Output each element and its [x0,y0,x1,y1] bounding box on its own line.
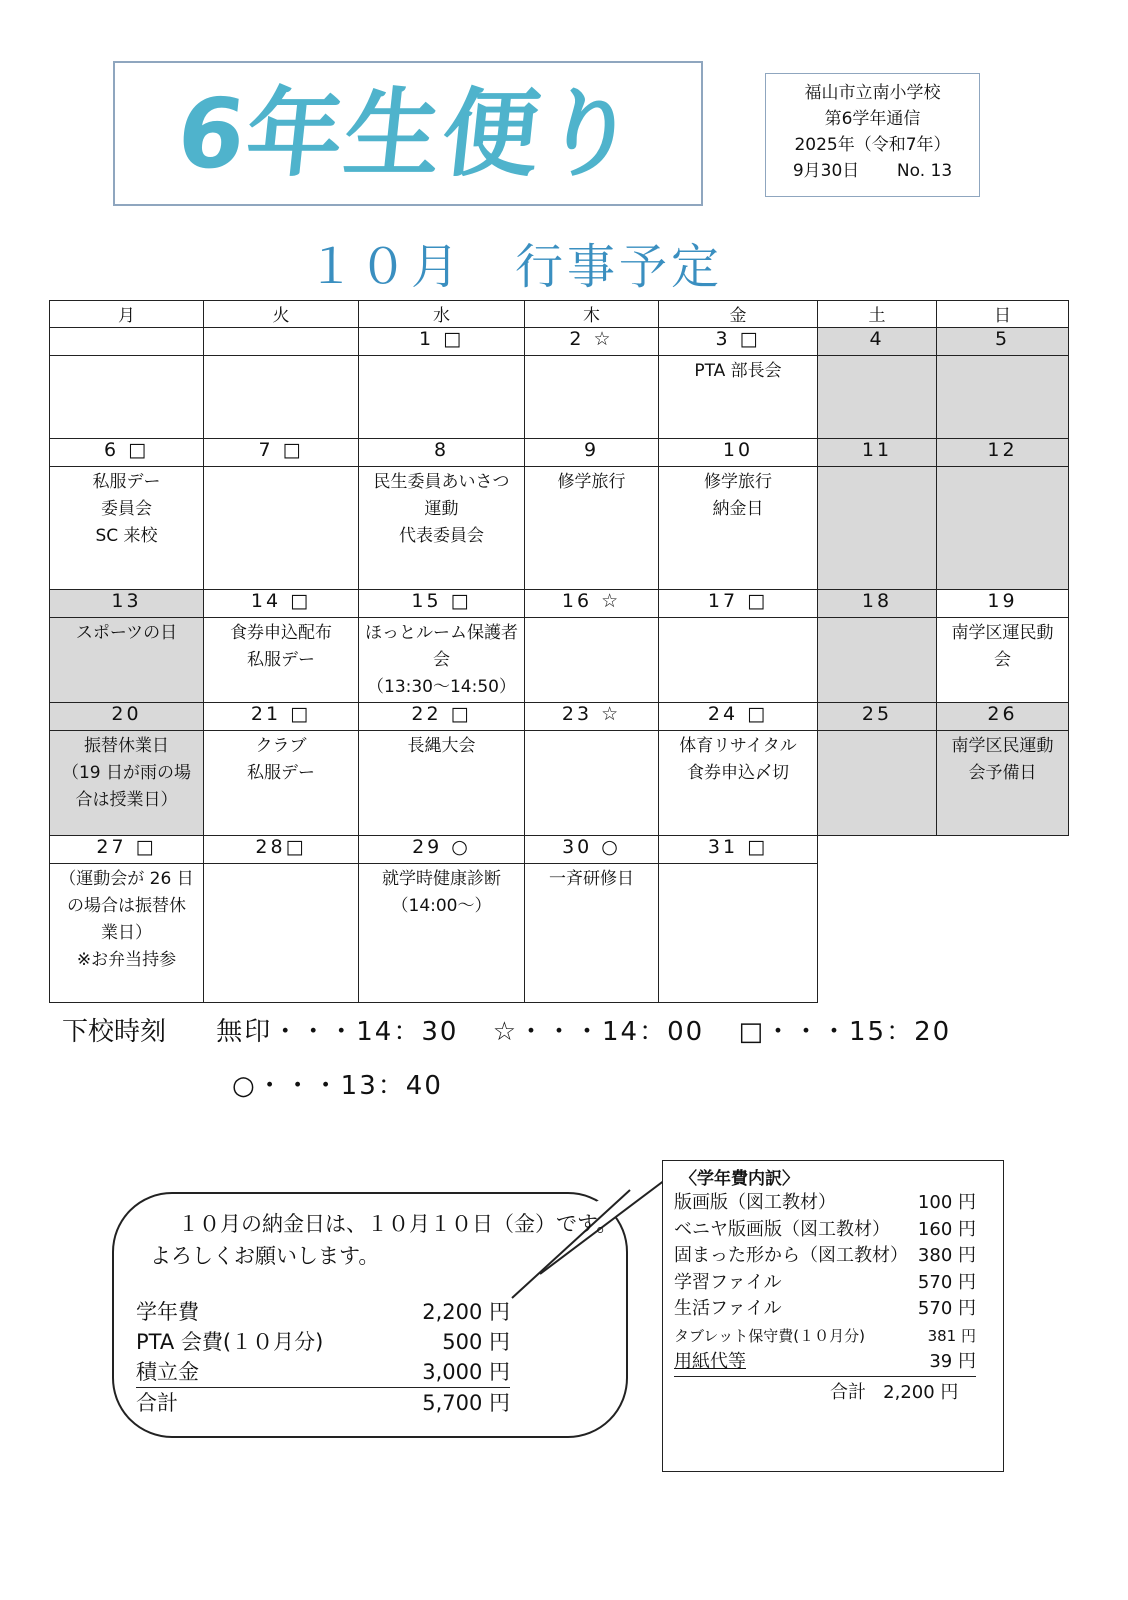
breakdown-row [674,1243,976,1270]
calendar-day-number: 28□ [204,836,359,864]
calendar-day-events [525,864,659,1003]
breakdown-amount: 570 円 [917,1298,976,1319]
calendar-day-number: 3 □ [659,328,818,356]
weekday-wed: 水 [359,301,525,328]
calendar-day-events [50,731,204,836]
fee-total-row [136,1388,510,1418]
calendar-event-row [50,467,1069,590]
calendar-event: 就学時健康診断 [382,869,501,889]
calendar-day-number: 14 □ [204,590,359,618]
calendar-event: 南学区運民動 [951,623,1054,643]
calendar-date-row [50,590,1069,618]
calendar-day-number: 1 □ [359,328,525,356]
fee-total-amount: 5,700 円 [422,1391,510,1415]
calendar-day-events [818,356,937,439]
breakdown-total-amount: 2,200 円 [883,1382,959,1403]
calendar-date-row [50,836,1069,864]
calendar-day-number: 16 ☆ [525,590,659,618]
breakdown-label: 版画版（図工教材） [674,1192,836,1213]
weekday-mon: 月 [50,301,204,328]
breakdown-amount: 39 円 [929,1351,976,1372]
calendar-day-number: 20 [50,703,204,731]
school-name: 福山市立南小学校 [804,83,941,103]
fee-label: PTA 会費(１０月分) [136,1330,324,1354]
calendar-event: 私服デー [247,763,315,783]
calendar-event: ほっとルーム保護者会 [365,623,518,670]
calendar-event: 民生委員あいさつ [373,472,510,492]
calendar-day-events [359,864,525,1003]
calendar-day-events [937,731,1069,836]
calendar-empty-cell [818,836,937,864]
breakdown-row [674,1270,976,1297]
issue-year: 2025年（令和7年） [794,135,951,155]
calendar-body [50,328,1069,1003]
calendar-day-events [937,618,1069,703]
breakdown-row [674,1323,976,1350]
calendar-event: 体育リサイタル [679,736,797,756]
calendar-day-number: 11 [818,439,937,467]
breakdown-amount: 160 円 [917,1218,976,1240]
weekday-sat: 土 [818,301,937,328]
calendar-event: 食券申込〆切 [687,763,789,783]
payment-message-line-2: よろしくお願いします。 [150,1244,380,1268]
dismissal-default: 無印・・・14：30 [216,1017,459,1047]
calendar-day-events [525,467,659,590]
calendar-event: クラブ [255,736,307,756]
breakdown-row [674,1296,976,1323]
dismissal-row-2 [62,1059,977,1113]
calendar-day-number: 17 □ [659,590,818,618]
calendar-event: 私服デー [92,472,161,492]
dismissal-label: 下校時刻 [62,1017,167,1047]
fee-label: 積立金 [136,1360,199,1384]
weekday-header-row [50,301,1069,328]
breakdown-label: ベニヤ版画版（図工教材） [674,1218,890,1240]
calendar-day-events [937,467,1069,590]
title-box [113,61,703,206]
weekday-fri: 金 [659,301,818,328]
calendar-day-events [525,356,659,439]
month-heading: １０月 行事予定 [306,239,723,295]
calendar-event: （13:30～14:50） [367,677,516,697]
calendar-day-number: 22 □ [359,703,525,731]
calendar-event: SC 来校 [95,526,158,546]
calendar-event: 会予備日 [968,763,1037,783]
fee-amount: 2,200 円 [422,1300,510,1324]
calendar-date-row [50,439,1069,467]
calendar-day-number: 23 ☆ [525,703,659,731]
calendar-day-number: 7 □ [204,439,359,467]
newsletter-title: 6年生便り [171,77,645,190]
calendar-day-events [204,731,359,836]
breakdown-label: 学習ファイル [674,1271,782,1293]
calendar-day-number: 12 [937,439,1069,467]
calendar-empty-cell [937,864,1069,1003]
calendar-event: 長縄大会 [407,736,476,756]
breakdown-label: 生活ファイル [674,1298,782,1319]
fee-row [136,1357,510,1388]
breakdown-label: 用紙代等 [674,1351,746,1372]
breakdown-amount: 570 円 [917,1271,976,1293]
calendar-event: の場合は振替休 [67,896,186,916]
calendar-event: （運動会が 26 日 [59,869,194,889]
calendar-day-number: 4 [818,328,937,356]
calendar-event-row [50,618,1069,703]
calendar-empty-cell [818,864,937,1003]
breakdown-title: 〈学年費内訳〉 [680,1169,799,1189]
payment-message-line-1: １０月の納金日は、１０月１０日（金）です。 [178,1212,618,1236]
calendar-day-number: 27 □ [50,836,204,864]
dismissal-row-1 [62,1005,977,1059]
breakdown-amount: 380 円 [917,1245,976,1266]
calendar-day-events [204,356,359,439]
calendar-event: 一斉研修日 [549,869,634,889]
calendar-day-events [50,618,204,703]
dismissal-circle: ○・・・13：40 [232,1071,443,1101]
issue-date: 9月30日 [792,161,860,181]
calendar-event-row [50,356,1069,439]
calendar-event: （14:00～） [391,896,492,916]
fee-table [136,1297,510,1418]
calendar-day-events [818,618,937,703]
weekday-thu: 木 [525,301,659,328]
issue-number: No. 13 [896,161,953,181]
calendar-day-events [818,731,937,836]
calendar-day-events [50,467,204,590]
calendar-day-events [359,618,525,703]
calendar-empty-cell [937,836,1069,864]
calendar-event: PTA 部長会 [694,361,782,381]
calendar-event: 振替休業日 [84,736,169,756]
calendar-day-events [50,356,204,439]
calendar-day-events [525,618,659,703]
calendar-day-number: 8 [359,439,525,467]
calendar-event: 運動 [424,499,459,519]
calendar-day-events [359,356,525,439]
breakdown-amount: 381 円 [927,1326,976,1345]
breakdown-amount: 100 円 [917,1192,976,1213]
calendar-day-number: 9 [525,439,659,467]
calendar-day-number: 31 □ [659,836,818,864]
issue-date-line [766,158,979,184]
calendar-day-events [204,467,359,590]
calendar-event: 納金日 [712,499,764,519]
calendar-event: 修学旅行 [557,472,626,492]
fee-total-label: 合計 [136,1391,178,1415]
calendar-event: 修学旅行 [704,472,772,492]
breakdown-total-label: 合計 [830,1382,866,1403]
calendar-day-events [659,618,818,703]
calendar-day-events [659,467,818,590]
calendar-day-number [204,328,359,356]
school-info-box [765,73,980,197]
dismissal-star: ☆・・・14：00 [492,1017,705,1047]
breakdown-label: 固まった形から（図工教材） [674,1245,908,1266]
calendar-event: 会 [994,650,1011,670]
newsletter-name: 第6学年通信 [824,109,921,129]
calendar-day-number: 29 ○ [359,836,525,864]
fee-row [136,1297,510,1327]
payment-message [150,1208,617,1272]
fee-amount: 500 円 [442,1330,510,1354]
breakdown-row [674,1190,976,1217]
fee-amount: 3,000 円 [422,1360,510,1384]
calendar-event: 南学区民運動 [951,736,1054,756]
calendar-day-number: 2 ☆ [525,328,659,356]
breakdown-list [674,1190,976,1377]
fee-row [136,1327,510,1357]
calendar-day-number: 25 [818,703,937,731]
calendar-event: スポーツの日 [75,623,178,643]
calendar-day-events [525,731,659,836]
breakdown-row [674,1349,976,1377]
dismissal-square: □・・・15：20 [738,1017,952,1047]
event-calendar [49,300,1069,1003]
calendar-day-number: 18 [818,590,937,618]
calendar-day-events [659,864,818,1003]
calendar-day-number: 21 □ [204,703,359,731]
calendar-day-events [937,356,1069,439]
calendar-day-number: 13 [50,590,204,618]
weekday-tue: 火 [204,301,359,328]
calendar-event: （19 日が雨の場 [61,763,192,783]
calendar-day-number [50,328,204,356]
breakdown-row [674,1217,976,1244]
fee-label: 学年費 [136,1300,199,1324]
weekday-sun: 日 [937,301,1069,328]
calendar-day-number: 15 □ [359,590,525,618]
breakdown-total [830,1378,958,1404]
calendar-day-events [50,864,204,1003]
calendar-day-events [204,618,359,703]
calendar-day-events [659,731,818,836]
calendar-day-number: 5 [937,328,1069,356]
dismissal-times [62,1005,977,1113]
calendar-day-events [359,467,525,590]
calendar-day-number: 24 □ [659,703,818,731]
calendar-event: 代表委員会 [399,526,484,546]
calendar-day-number: 30 ○ [525,836,659,864]
calendar-event: 業日） [101,923,152,943]
calendar-day-events [659,356,818,439]
calendar-event-row [50,864,1069,1003]
breakdown-label: タブレット保守費(１０月分) [674,1326,865,1345]
calendar-day-number: 19 [937,590,1069,618]
calendar-event: 委員会 [101,499,152,519]
calendar-day-number: 10 [659,439,818,467]
calendar-event: 合は授業日） [75,790,178,810]
calendar-event: 食券申込配布 [230,623,332,643]
calendar-date-row [50,328,1069,356]
calendar-day-events [204,864,359,1003]
calendar-day-events [818,467,937,590]
calendar-event: 私服デー [247,650,315,670]
calendar-event-row [50,731,1069,836]
calendar-day-number: 6 □ [50,439,204,467]
calendar-day-events [359,731,525,836]
calendar-day-number: 26 [937,703,1069,731]
calendar-event: ※お弁当持参 [76,950,177,970]
calendar-date-row [50,703,1069,731]
